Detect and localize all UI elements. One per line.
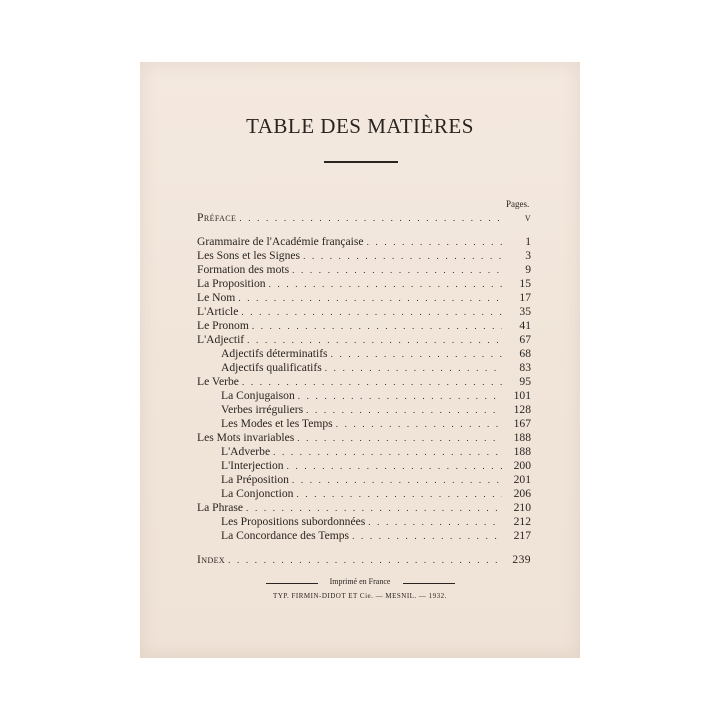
toc-entry-page: 41 <box>519 319 531 332</box>
toc-entry-label: Formation des mots <box>197 263 290 276</box>
toc-entry-page: 206 <box>513 487 531 500</box>
toc-entry <box>197 248 531 262</box>
toc-entry-page: 212 <box>513 515 531 528</box>
toc-entry-page: 68 <box>519 347 531 360</box>
toc-entry-label: Index <box>197 553 226 566</box>
toc-entry-label: Le Pronom <box>197 319 249 332</box>
toc-entry-label: La Conjonction <box>221 487 294 500</box>
toc-entry-page: 217 <box>513 529 531 542</box>
toc-entry-page: 3 <box>525 249 531 262</box>
toc-subentry <box>197 388 531 402</box>
toc-entry-page: 67 <box>519 333 531 346</box>
toc-entry-label: Grammaire de l'Académie française <box>197 235 364 248</box>
toc-entry-label: La Concordance des Temps <box>221 529 350 542</box>
dot-leader <box>336 418 502 430</box>
toc-subentry <box>197 444 531 458</box>
toc-entry-page: 239 <box>512 553 531 566</box>
toc-entry <box>197 290 531 304</box>
toc-subentry <box>197 514 531 528</box>
toc-entry <box>197 374 531 388</box>
page-title: TABLE DES MATIÈRES <box>246 114 474 138</box>
toc-entry-label: La Phrase <box>197 501 244 514</box>
dot-leader <box>368 516 502 528</box>
toc-entry-label: Adjectifs qualificatifs <box>221 361 322 374</box>
dot-leader <box>298 390 502 402</box>
toc-entry-label: L'Interjection <box>221 459 284 472</box>
dot-leader <box>297 432 502 444</box>
toc-subentry <box>197 486 531 500</box>
toc-entry-page: 167 <box>513 417 531 430</box>
dot-leader <box>303 250 502 262</box>
toc-entry <box>197 332 531 346</box>
toc-entry-page: 35 <box>519 305 531 318</box>
toc-entry-label: Les Sons et les Signes <box>197 249 301 262</box>
printed-in-france: Imprimé en France <box>329 577 391 586</box>
toc-entry-label: La Préposition <box>221 473 289 486</box>
toc-entry-label: Les Mots invariables <box>197 431 295 444</box>
title-rule <box>324 161 398 163</box>
toc-entry <box>197 234 531 248</box>
dot-leader <box>292 264 502 276</box>
dot-leader <box>242 376 502 388</box>
dot-leader <box>241 306 502 318</box>
toc-entry-page: v <box>524 211 531 224</box>
dot-leader <box>247 334 502 346</box>
toc-subentry <box>197 528 531 542</box>
toc-entry-label: Les Propositions subordonnées <box>221 515 366 528</box>
dot-leader <box>331 348 502 360</box>
toc-entry-label: La Conjugaison <box>221 389 295 402</box>
toc-entry-label: Le Nom <box>197 291 236 304</box>
toc-entry-page: 101 <box>513 389 531 402</box>
toc-subentry <box>197 458 531 472</box>
printer-imprint: TYP. FIRMIN-DIDOT ET Cie. — MESNIL. — 1932. <box>273 592 447 600</box>
toc-entry-label: L'Adjectif <box>197 333 245 346</box>
toc-entry <box>197 552 531 566</box>
toc-subentry <box>197 416 531 430</box>
dot-leader <box>306 404 502 416</box>
toc-subentry <box>197 472 531 486</box>
toc-entry-page: 1 <box>525 235 531 248</box>
pages-column-label: Pages. <box>506 199 530 209</box>
dot-leader <box>228 554 502 566</box>
dot-leader <box>273 446 502 458</box>
dot-leader <box>287 460 502 472</box>
toc-entry-label: Le Verbe <box>197 375 239 388</box>
toc-entry <box>197 262 531 276</box>
toc-subentry <box>197 346 531 360</box>
toc-entry-page: 17 <box>519 291 531 304</box>
toc-entry-page: 188 <box>513 431 531 444</box>
book-page <box>140 62 580 658</box>
toc-entry <box>197 500 531 514</box>
toc-entry-label: Préface <box>197 211 237 224</box>
toc-entry <box>197 276 531 290</box>
dot-leader <box>367 236 502 248</box>
dot-leader <box>292 474 502 486</box>
toc-subentry <box>197 402 531 416</box>
toc-entry <box>197 210 531 224</box>
dot-leader <box>238 292 502 304</box>
toc-entry-page: 83 <box>519 361 531 374</box>
toc-entry-page: 128 <box>513 403 531 416</box>
toc-entry-label: Adjectifs déterminatifs <box>221 347 328 360</box>
toc-entry <box>197 304 531 318</box>
toc-subentry <box>197 360 531 374</box>
toc-entry-label: La Proposition <box>197 277 266 290</box>
dot-leader <box>269 278 502 290</box>
toc-entry-label: L'Article <box>197 305 239 318</box>
dot-leader <box>246 502 502 514</box>
toc-entry-label: L'Adverbe <box>221 445 271 458</box>
toc-entry-label: Verbes irréguliers <box>221 403 304 416</box>
toc-entry-page: 15 <box>519 277 531 290</box>
dot-leader <box>239 212 502 224</box>
toc-entry-page: 200 <box>513 459 531 472</box>
toc-entry <box>197 318 531 332</box>
toc-entry-label: Les Modes et les Temps <box>221 417 333 430</box>
toc-entry-page: 210 <box>513 501 531 514</box>
toc-entry-page: 9 <box>525 263 531 276</box>
toc-entry <box>197 430 531 444</box>
toc-entry-page: 188 <box>513 445 531 458</box>
dot-leader <box>325 362 502 374</box>
dot-leader <box>252 320 502 332</box>
dot-leader <box>296 488 502 500</box>
toc-entry-page: 201 <box>513 473 531 486</box>
toc-entry-page: 95 <box>519 375 531 388</box>
dot-leader <box>352 530 502 542</box>
